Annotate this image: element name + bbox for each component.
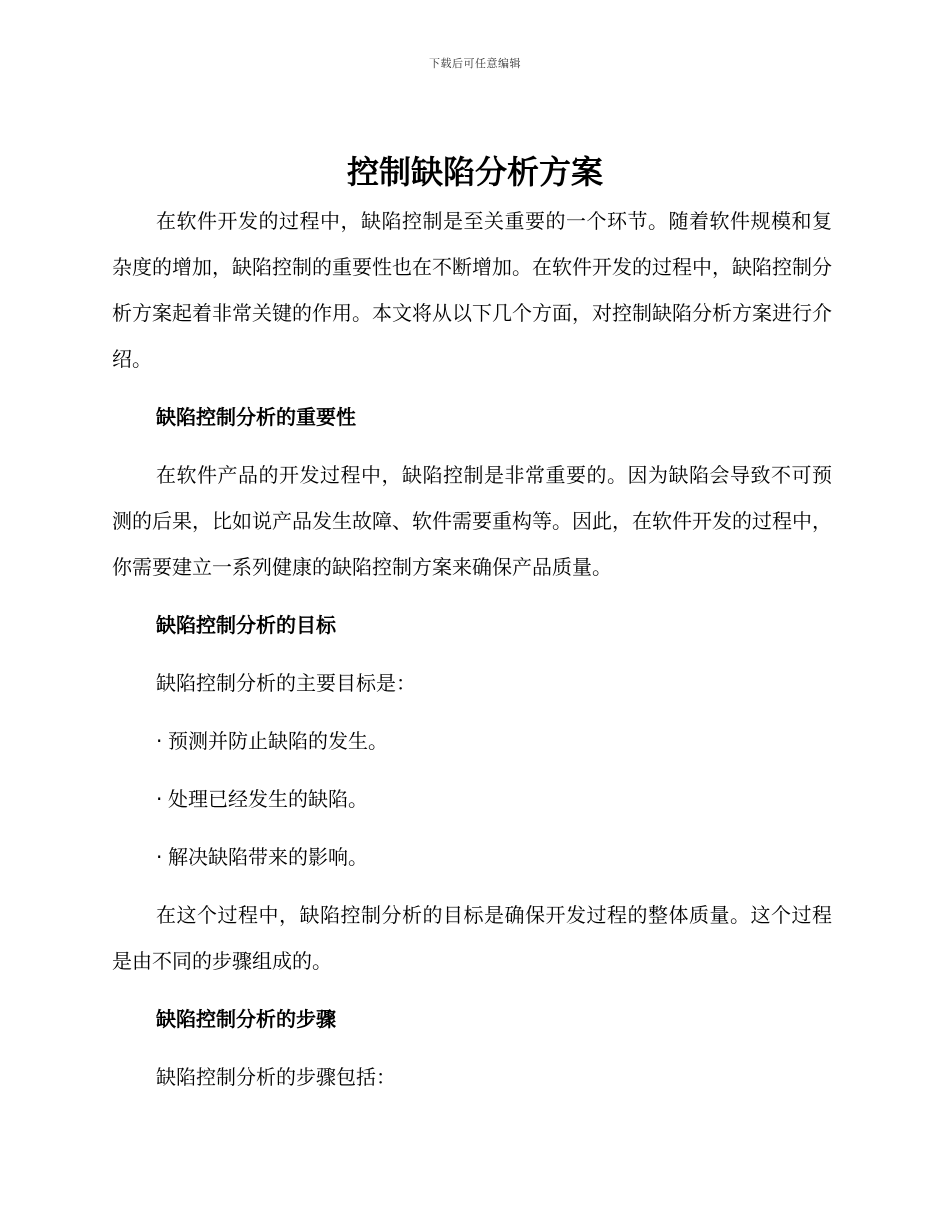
document-title: 控制缺陷分析方案 — [346, 153, 603, 191]
goal-bullet-text: 预测并防止缺陷的发生。 — [168, 729, 388, 753]
document-body — [112, 198, 832, 1112]
goals-paragraph: 在这个过程中，缺陷控制分析的目标是确保开发过程的整体质量。这个过程是由不同的步骤组成的。 — [112, 903, 832, 973]
steps-lead: 缺陷控制分析的步骤包括： — [156, 1065, 396, 1089]
header-note: 下载后可任意编辑 — [429, 57, 521, 70]
goal-bullet-item — [112, 776, 832, 822]
bullet-dot: · — [156, 845, 163, 869]
section-heading-importance: 缺陷控制分析的重要性 — [156, 405, 356, 429]
goal-bullet-text: 解决缺陷带来的影响。 — [168, 845, 368, 869]
intro-paragraph: 在软件开发的过程中，缺陷控制是至关重要的一个环节。随着软件规模和复杂度的增加，缺陷控制的重要性也在不断增加。在软件开发的过程中，缺陷控制分析方案起着非常关键的作用。本文将从以下几个方面，对控制缺陷分析方案进行介绍。 — [112, 209, 832, 371]
goal-bullet-item — [112, 834, 832, 880]
bullet-dot: · — [156, 729, 163, 753]
goal-bullet-item — [112, 718, 832, 764]
section-heading-steps: 缺陷控制分析的步骤 — [156, 1007, 336, 1031]
bullet-dot: · — [156, 787, 163, 811]
goal-bullet-text: 处理已经发生的缺陷。 — [168, 787, 368, 811]
importance-paragraph: 在软件产品的开发过程中，缺陷控制是非常重要的。因为缺陷会导致不可预测的后果，比如说产品发生故障、软件需要重构等。因此，在软件开发的过程中，你需要建立一系列健康的缺陷控制方案来确保产品质量。 — [112, 463, 832, 579]
goals-lead: 缺陷控制分析的主要目标是： — [156, 671, 416, 695]
section-heading-goals: 缺陷控制分析的目标 — [156, 613, 336, 637]
